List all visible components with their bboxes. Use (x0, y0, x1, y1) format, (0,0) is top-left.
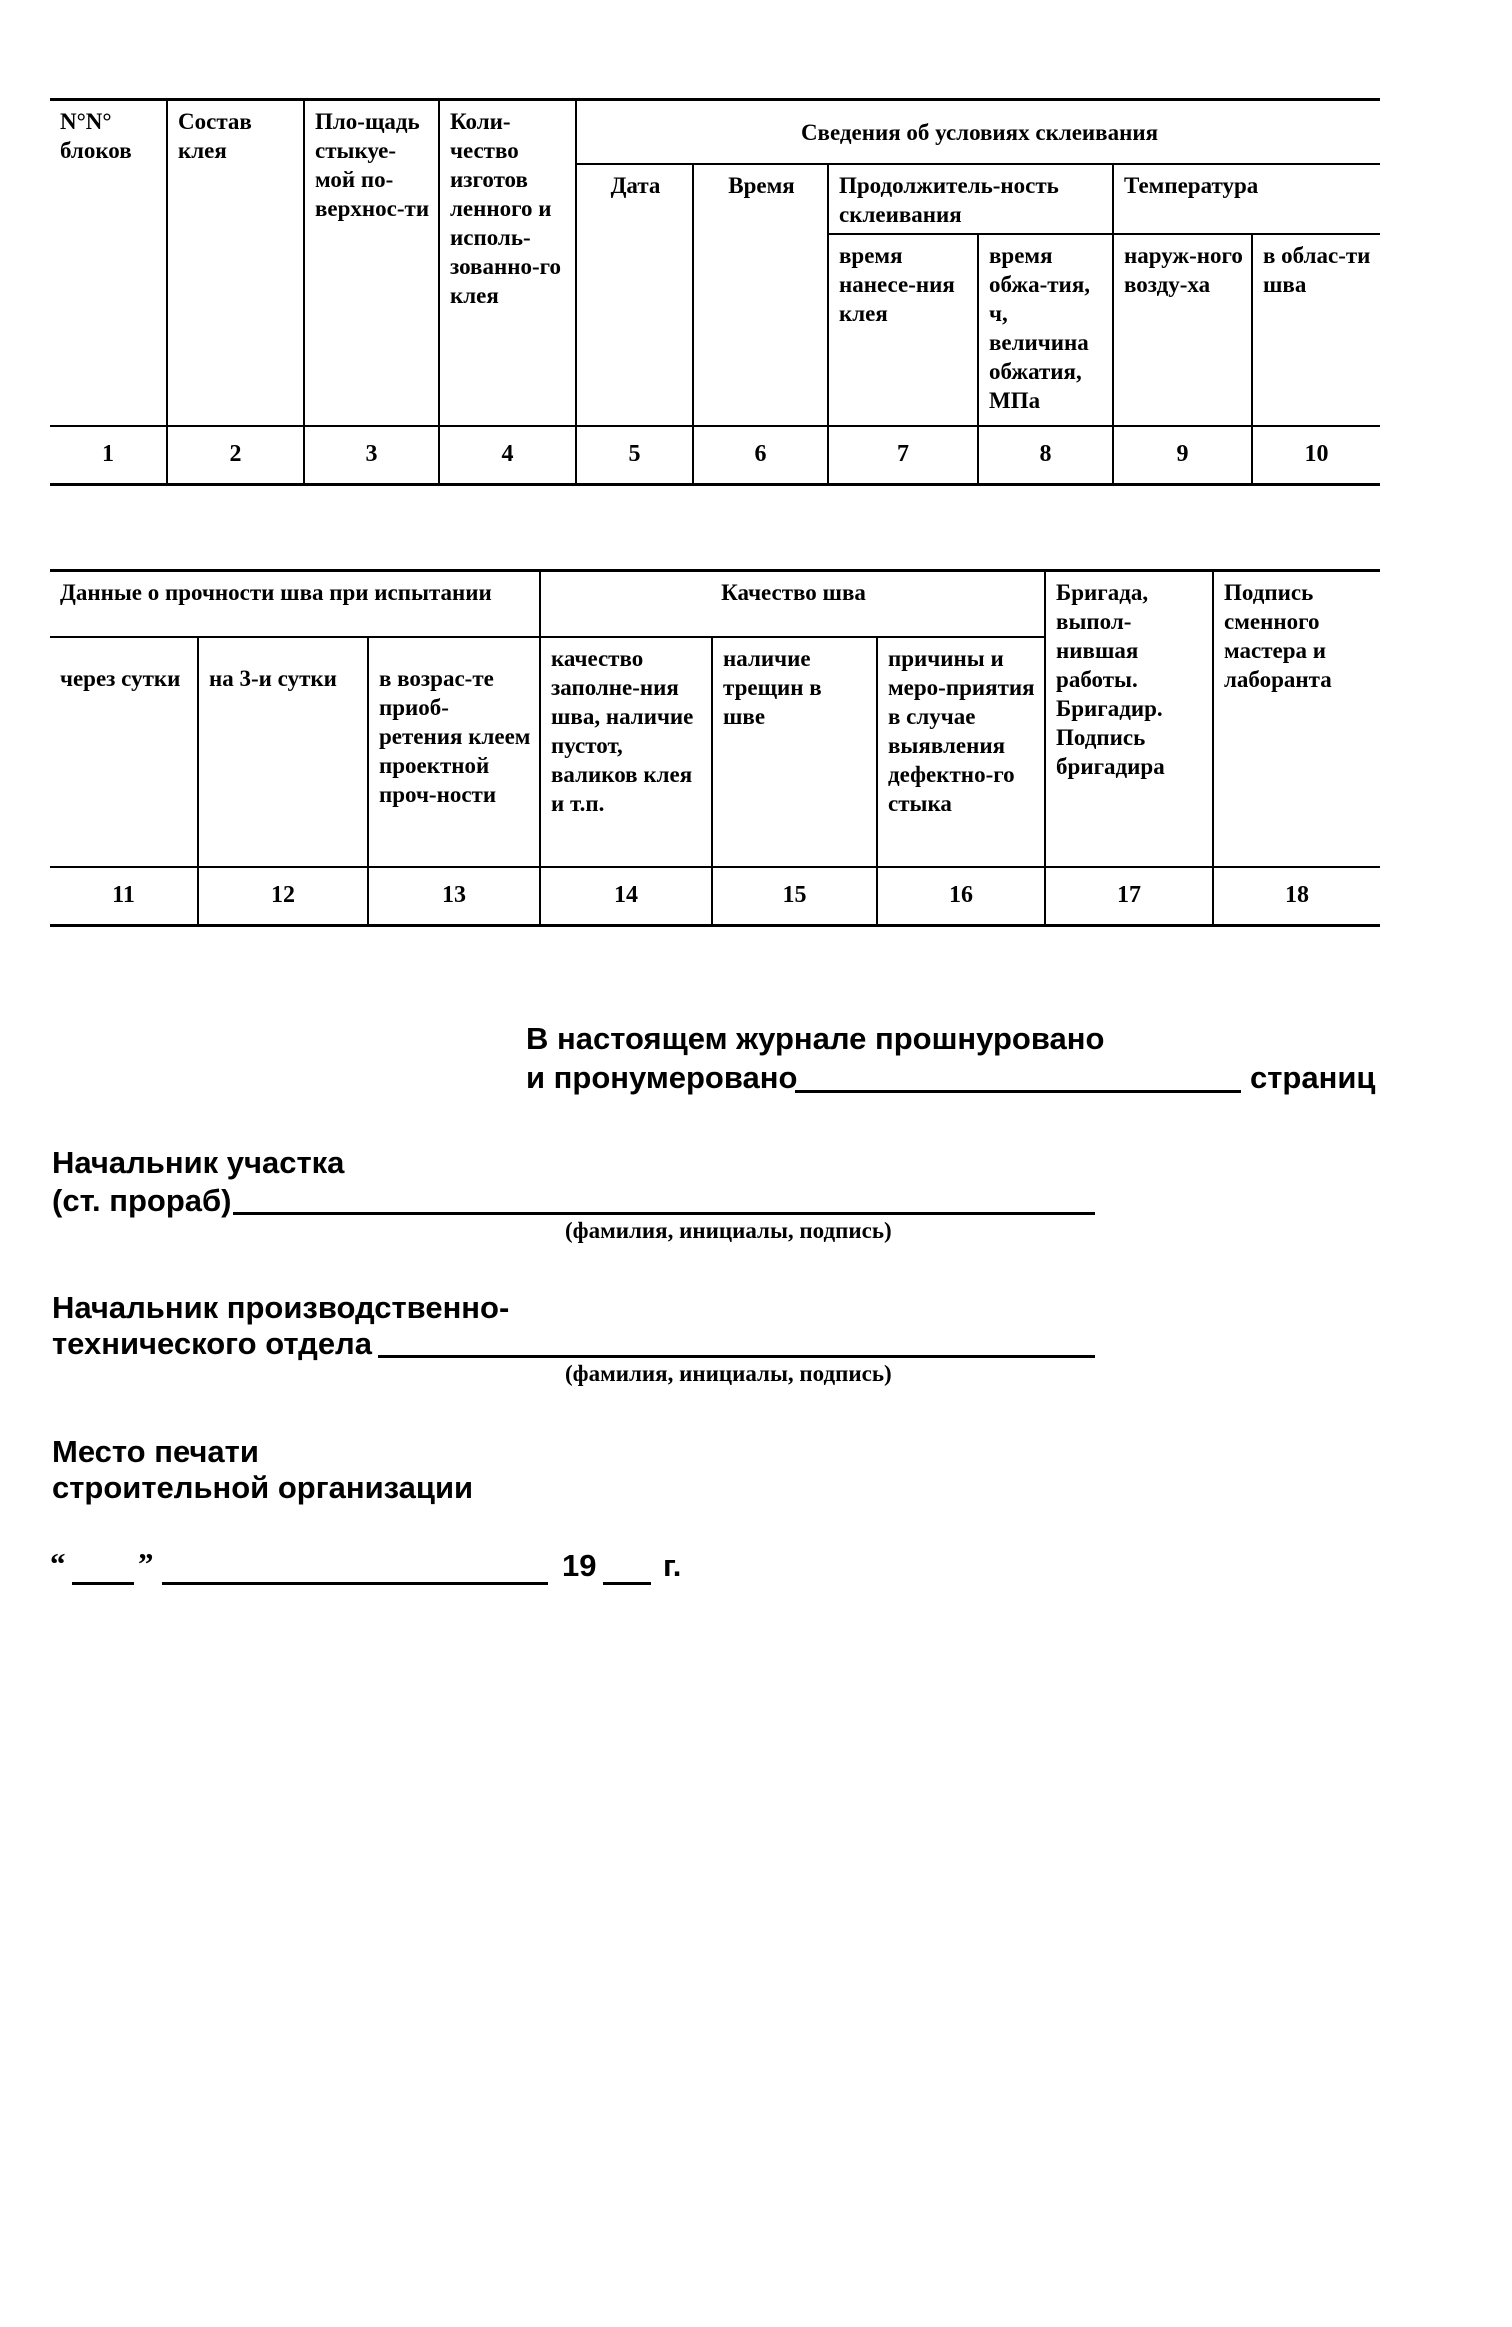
pto-signature-field[interactable] (378, 1355, 1095, 1358)
header-design-strength: в возрас-те приоб-ретения клеем проектной проч-ности (368, 637, 540, 867)
header-cracks: наличие трещин в шве (712, 637, 877, 867)
header-strength: Данные о прочности шва при испытании (50, 571, 540, 637)
col-number: 15 (712, 867, 877, 926)
col-number: 8 (978, 426, 1113, 485)
col-number: 10 (1252, 426, 1380, 485)
header-outdoor: наруж-ного возду-ха (1113, 234, 1252, 426)
col-number: 2 (167, 426, 304, 485)
date-close-quote: ” (138, 1546, 154, 1581)
col-number: 3 (304, 426, 439, 485)
chief-signature-caption: (фамилия, инициалы, подпись) (565, 1218, 892, 1243)
header-apply-time: время нанесе-ния клея (828, 234, 978, 426)
date-open-quote: “ (50, 1546, 66, 1581)
header-compress-time: время обжа-тия, ч, величина обжатия, МПа (978, 234, 1113, 426)
header-quality: Качество шва (540, 571, 1045, 637)
chief-title-line1: Начальник участка (52, 1145, 345, 1180)
header-reasons: причины и меро-приятия в случае выявления дефектно-го стыка (877, 637, 1045, 867)
seal-line1: Место печати (52, 1434, 259, 1469)
header-brigade: Бригада, выпол-нившая работы. Бригадир. Подпись бригадира (1045, 571, 1213, 867)
date-day-field[interactable] (72, 1582, 134, 1585)
header-day: через сутки (50, 637, 198, 867)
col-number: 6 (693, 426, 828, 485)
header-conditions: Сведения об условиях склеивания (576, 100, 1380, 164)
col-number: 1 (50, 426, 167, 485)
journal-table-part1 (50, 98, 1380, 486)
seal-line2: строительной организации (52, 1470, 474, 1505)
col-number: 5 (576, 426, 693, 485)
pto-signature-caption: (фамилия, инициалы, подпись) (565, 1361, 892, 1386)
chief-title-line2: (ст. прораб) (52, 1183, 232, 1218)
col-number: 16 (877, 867, 1045, 926)
header-signature: Подпись сменного мастера и лаборанта (1213, 571, 1380, 867)
col-number: 9 (1113, 426, 1252, 485)
chief-signature-field[interactable] (233, 1212, 1095, 1215)
col-number: 14 (540, 867, 712, 926)
header-time: Время (693, 164, 828, 426)
header-day3: на 3-и сутки (198, 637, 368, 867)
header-amount: Коли-чество изготов ленного и исполь-зованно-го клея (439, 100, 576, 426)
header-blocks: N°N° блоков (50, 100, 167, 426)
year-prefix: 19 (562, 1548, 597, 1583)
col-number: 17 (1045, 867, 1213, 926)
col-number: 7 (828, 426, 978, 485)
pages-label: страниц (1250, 1060, 1376, 1095)
journal-table-part2 (50, 569, 1380, 927)
year-field[interactable] (603, 1582, 651, 1585)
pto-title-line1: Начальник производственно- (52, 1290, 510, 1325)
header-seam: в облас-ти шва (1252, 234, 1380, 426)
header-area: Пло-щадь стыкуе-мой по-верхнос-ти (304, 100, 439, 426)
pages-count-field[interactable] (795, 1090, 1241, 1093)
stitched-text-line1: В настоящем журнале прошнуровано (526, 1021, 1105, 1056)
col-number: 12 (198, 867, 368, 926)
header-duration: Продолжитель-ность склеивания (828, 164, 1113, 234)
pto-title-line2: технического отдела (52, 1326, 372, 1361)
col-number: 11 (50, 867, 198, 926)
header-glue: Состав клея (167, 100, 304, 426)
header-date: Дата (576, 164, 693, 426)
stitched-text-line2: и пронумеровано (526, 1060, 798, 1095)
year-suffix: г. (663, 1548, 682, 1583)
col-number: 18 (1213, 867, 1380, 926)
date-month-field[interactable] (162, 1582, 548, 1585)
col-number: 13 (368, 867, 540, 926)
col-number: 4 (439, 426, 576, 485)
header-temperature: Температура (1113, 164, 1380, 234)
header-fill-quality: качество заполне-ния шва, наличие пустот, валиков клея и т.п. (540, 637, 712, 867)
